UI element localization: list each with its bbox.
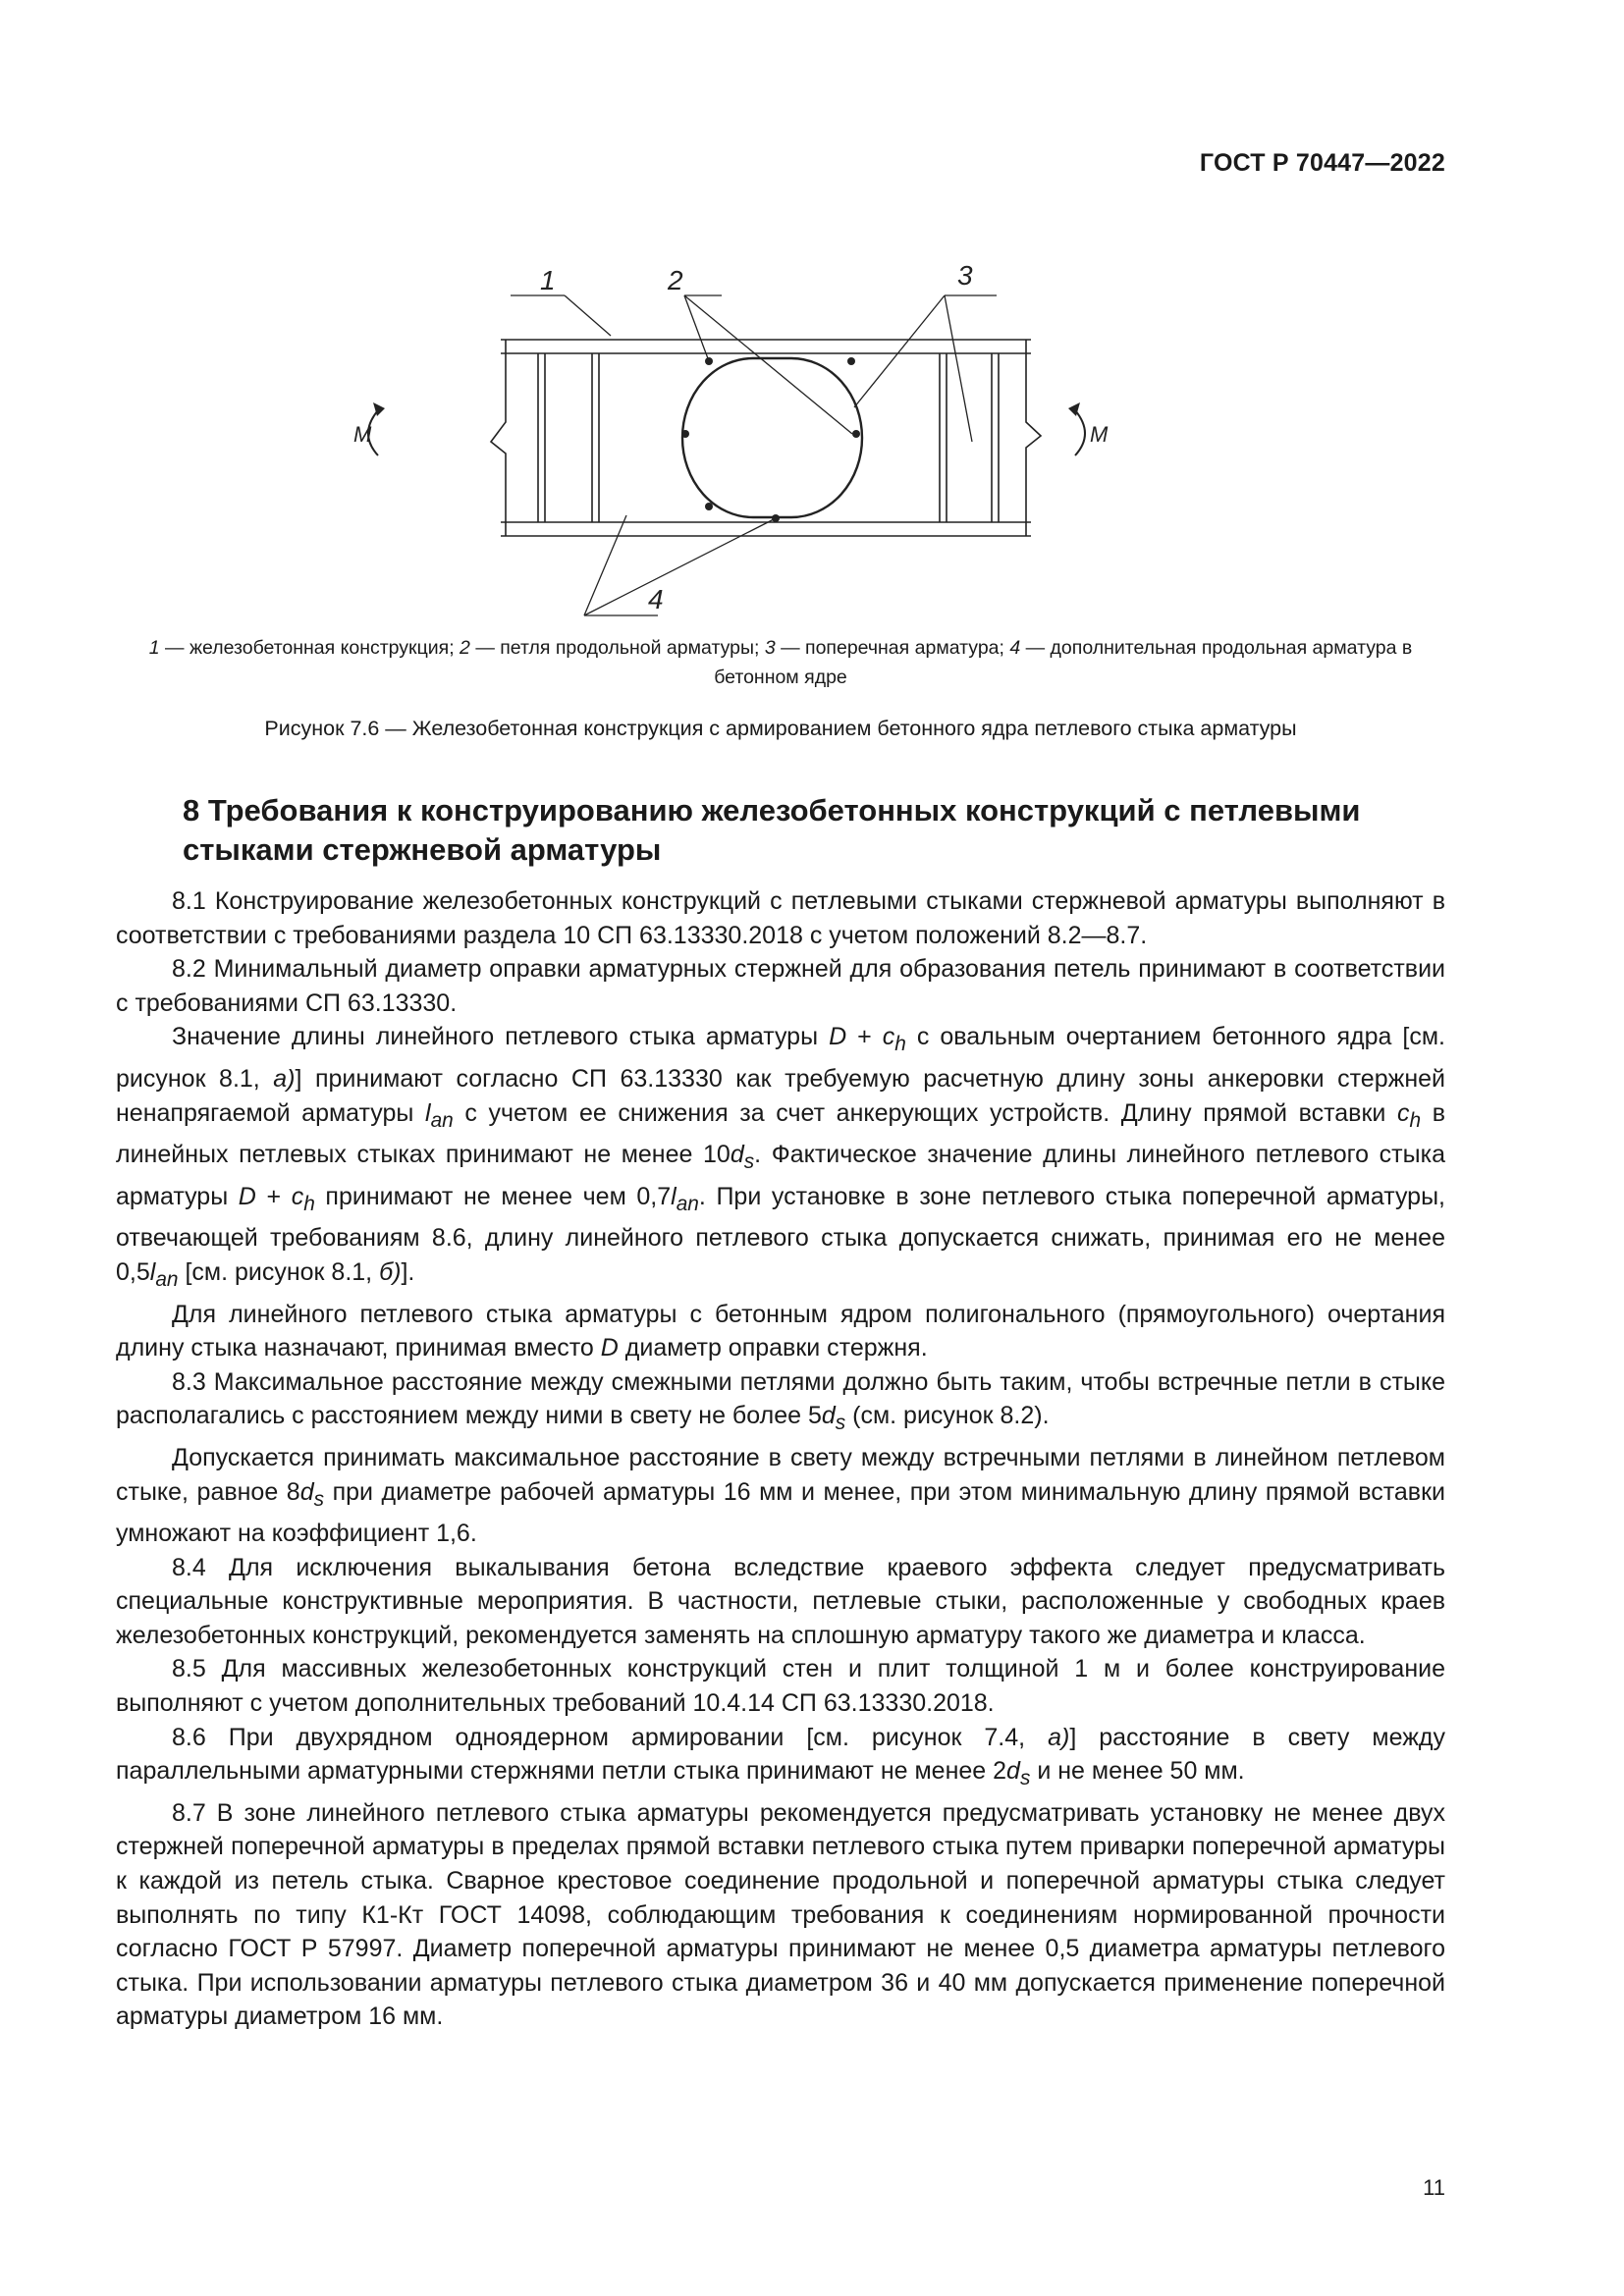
- body-text: [116, 884, 1445, 2034]
- paragraph-8-6: 8.6 При двухрядном одноядерном армировании [см. рисунок 7.4, а)] расстояние в свету между параллельными арматурными стержнями петли стыка принимают не менее $2d_s$ и не менее 50 мм.: [116, 1723, 1445, 1790]
- figure-legend: 1 — железобетонная конструкция; 2 — петля продольной арматуры; 3 — поперечная арматура; 4 — дополнительная продольная арматура в бетонном ядре: [148, 637, 1413, 688]
- page-number: 11: [1423, 2175, 1445, 2200]
- label-4: 4: [648, 584, 664, 614]
- paragraph-8-3: 8.3 Максимальное расстояние между смежными петлями должно быть таким, чтобы встречные петли в стыке располагались с расстоянием между ними в свету не более $5d_s$ (см. рисунок 8.2).: [116, 1367, 1445, 1435]
- paragraph-8-1: 8.1 Конструирование железобетонных конструкций с петлевыми стыками стержневой арматуры выполняют в соответствии с требованиями раздела 10 СП 63.13330.2018 с учетом положений 8.2—8.7.: [116, 887, 1445, 949]
- moment-label-left: M: [353, 422, 372, 447]
- label-2: 2: [668, 265, 683, 295]
- label-1: 1: [540, 265, 556, 295]
- loop-outline: [682, 358, 862, 517]
- figure-drawing: [353, 245, 1109, 614]
- paragraph-length: Значение длины линейного петлевого стыка арматуры $D + c_h$ с овальным очертанием бетонного ядра [см. рисунок 8.1, а)] принимают согласно СП 63.13330 как требуемую расчетную длину зоны анкеровки стержней ненапрягаемой арматуры $l_{an}$ с учетом ее снижения за счет анкерующих устройств. Длину прямой вставки $c_h$ в линейных петлевых стыках принимают не менее $10d_s$. Фактическое значение длины линейного петлевого стыка арматуры $D + c_h$ принимают не менее чем $0,7l_{an}$. При установке в зоне петлевого стыка поперечной арматуры, отвечающей требованиям 8.6, длину линейного петлевого стыка допускается снижать, принимая его не менее $0,5l_{an}$ [см. рисунок 8.1, б)].: [116, 1023, 1446, 1291]
- paragraph-8-5: 8.5 Для массивных железобетонных конструкций стен и плит толщиной 1 м и более конструирование выполняют с учетом дополнительных требований 10.4.14 СП 63.13330.2018.: [116, 1655, 1445, 1718]
- right-break-line: [1026, 340, 1041, 536]
- paragraph-polygonal: Для линейного петлевого стыка арматуры с бетонным ядром полигонального (прямоугольного) очертания длину стыка назначают, принимая вместо D диаметр оправки стержня.: [116, 1300, 1445, 1362]
- figure-title: Рисунок 7.6 — Железобетонная конструкция с армированием бетонного ядра петлевого стыка арматуры: [264, 717, 1297, 740]
- section-title: 8 Требования к конструированию железобетонных конструкций с петлевыми стыками стержневой арматуры: [183, 793, 1361, 867]
- rebar-dots: [681, 357, 860, 522]
- moment-label-right: M: [1090, 422, 1109, 447]
- paragraph-8-2: 8.2 Минимальный диаметр оправки арматурных стержней для образования петель принимают в соответствии с требованиями СП 63.13330.: [116, 955, 1445, 1017]
- document-header: ГОСТ Р 70447—2022: [1199, 149, 1445, 177]
- paragraph-8-7: 8.7 В зоне линейного петлевого стыка арматуры рекомендуется предусматривать установку не менее двух стержней поперечной арматуры в пределах прямой вставки петлевого стыка путем приварки поперечной арматуры к каждой из петель стыка. Сварное крестовое соединение продольной и поперечной арматуры стыка следует выполнять по типу К1-Кт ГОСТ 14098, соблюдающим требования к соединениям нормированной прочности согласно ГОСТ Р 57997. Диаметр поперечной арматуры принимают не менее 0,5 диаметра арматуры петлевого стыка. При использовании арматуры петлевого стыка диаметром 36 и 40 мм допускается применение поперечной арматуры диаметром 16 мм.: [116, 1798, 1445, 2031]
- label-3: 3: [957, 260, 973, 291]
- left-break-line: [491, 340, 506, 536]
- paragraph-allowed: Допускается принимать максимальное расстояние в свету между встречными петлями в линейном петлевом стыке, равное $8d_s$ при диаметре рабочей арматуры 16 мм и менее, при этом минимальную длину прямой вставки умножают на коэффициент 1,6.: [116, 1443, 1445, 1548]
- paragraph-8-4: 8.4 Для исключения выкалывания бетона вследствие краевого эффекта следует предусматривать специальные конструктивные мероприятия. В частности, петлевые стыки, расположенные у свободных краев железобетонных конструкций, рекомендуется заменять на сплошную арматуру такого же диаметра и класса.: [116, 1553, 1445, 1649]
